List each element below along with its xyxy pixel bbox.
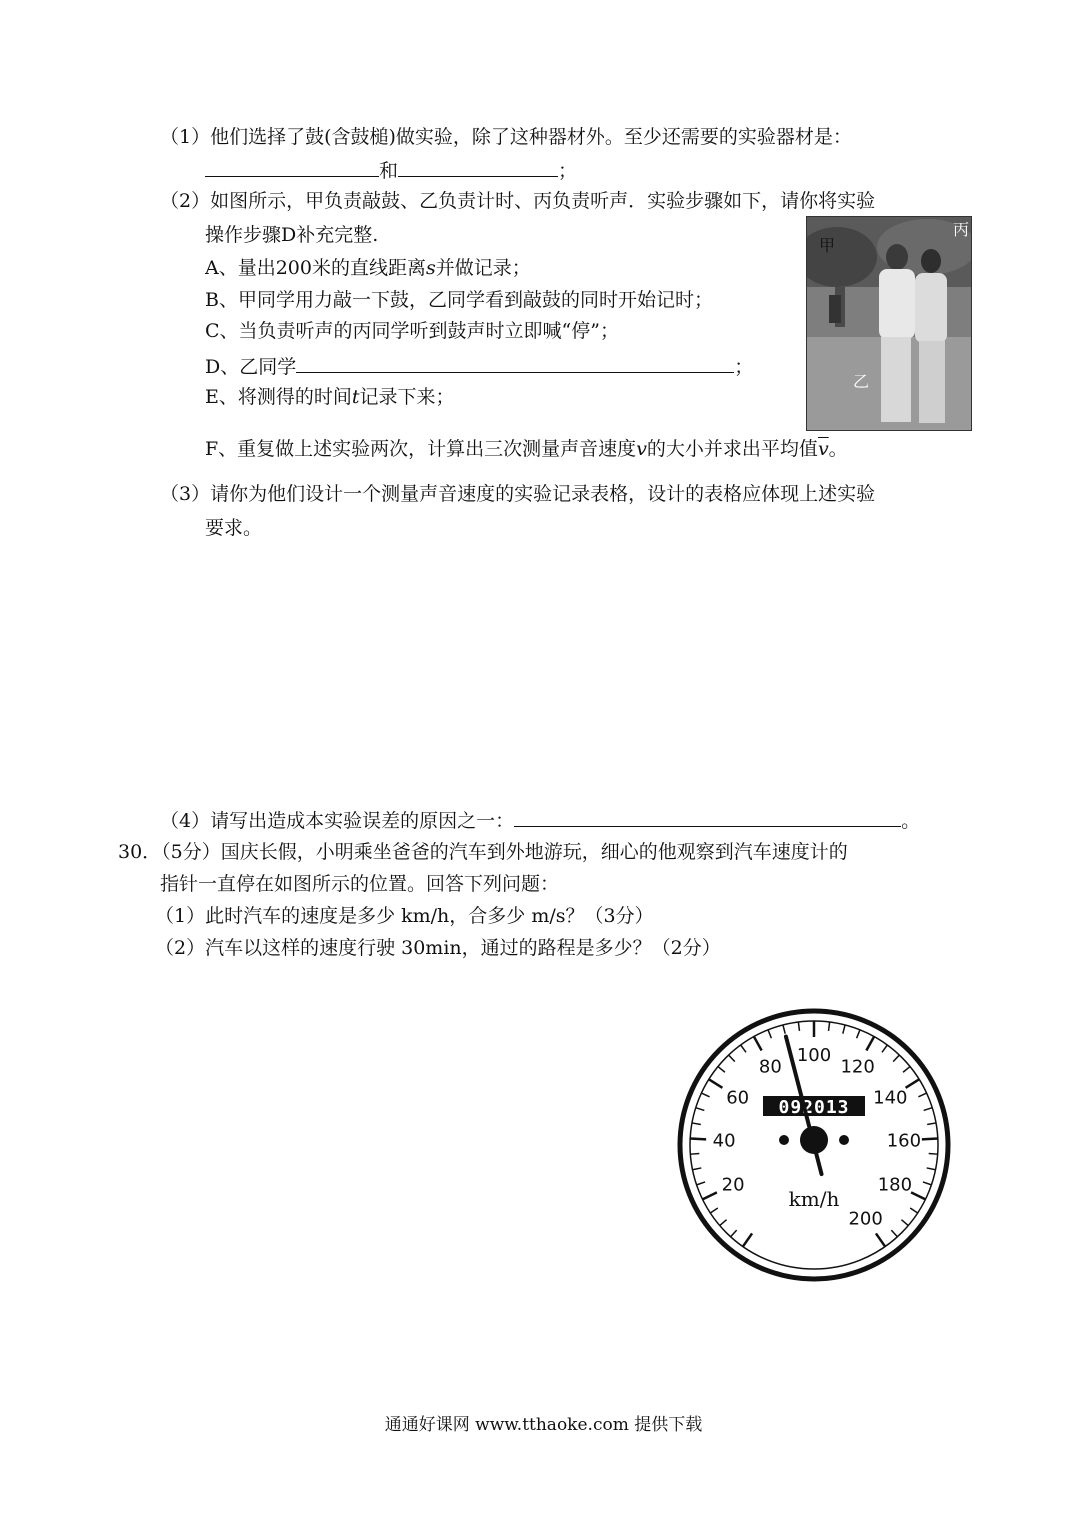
answer-blank-2[interactable] bbox=[398, 156, 558, 177]
step-a-var: s bbox=[426, 257, 436, 279]
speedometer-tick bbox=[922, 1139, 938, 1140]
photo-label-yi: 乙 bbox=[853, 372, 870, 391]
step-f-pre: F、重复做上述实验两次，计算出三次测量声音速度 bbox=[205, 438, 637, 460]
page-footer: 通通好课网 www.tthaoke.com 提供下载 bbox=[384, 1415, 703, 1435]
photo-label-jia: 甲 bbox=[819, 236, 836, 255]
q29-part1-end: ； bbox=[558, 160, 578, 182]
step-f-end: 。 bbox=[828, 438, 848, 460]
speedometer-label: 120 bbox=[840, 1056, 875, 1078]
speedometer-label: 80 bbox=[758, 1056, 782, 1078]
step-f-var: v bbox=[636, 438, 647, 460]
speedometer-tick bbox=[690, 1139, 706, 1140]
gauge-dot-left bbox=[779, 1135, 789, 1145]
q29-part3-line2: 要求。 bbox=[205, 517, 263, 539]
speedometer-label: 40 bbox=[712, 1130, 736, 1152]
step-c: C、当负责听声的丙同学听到鼓声时立即喊“停”； bbox=[205, 320, 619, 342]
step-e bbox=[205, 384, 455, 410]
q29-part2-line2: 操作步骤D补充完整. bbox=[205, 224, 379, 246]
step-b: B、甲同学用力敲一下鼓，乙同学看到敲鼓的同时开始记时； bbox=[205, 289, 713, 311]
q29-part1-line1: （1）他们选择了鼓(含鼓槌)做实验，除了这种器材外。至少还需要的实验器材是： bbox=[160, 126, 852, 148]
speedometer-label: 140 bbox=[873, 1087, 908, 1109]
step-e-pre: E、将测得的时间 bbox=[205, 386, 352, 408]
q29-part1-line2 bbox=[205, 156, 577, 184]
speedometer-label: 20 bbox=[721, 1174, 745, 1196]
needle-hub bbox=[800, 1126, 828, 1154]
speedometer-label: 180 bbox=[877, 1174, 913, 1196]
q29-part4 bbox=[160, 806, 920, 834]
step-d bbox=[205, 352, 753, 380]
q30-line1: 30．（5分）国庆长假，小明乘坐爸爸的汽车到外地游玩，细心的他观察到汽车速度计的 bbox=[118, 841, 848, 863]
q29-part1-and: 和 bbox=[379, 160, 399, 182]
q29-part4-pre: （4）请写出造成本实验误差的原因之一： bbox=[160, 810, 515, 832]
speedometer-label: 60 bbox=[726, 1087, 750, 1109]
q30-sub2: （2）汽车以这样的速度行驶 30min，通过的路程是多少？（2分） bbox=[155, 937, 721, 959]
step-d-answer-blank[interactable] bbox=[296, 352, 734, 373]
speedometer-label: 100 bbox=[796, 1045, 832, 1066]
speed-unit: km/h bbox=[788, 1187, 840, 1211]
q30-sub1: （1）此时汽车的速度是多少 km/h，合多少 m/s？（3分） bbox=[155, 905, 654, 927]
speedometer-tick bbox=[929, 1154, 938, 1155]
step-f-mid: 的大小并求出平均值 bbox=[646, 438, 818, 460]
odometer-reading: 092013 bbox=[778, 1097, 850, 1118]
step-a-pre: A、量出200米的直线距离 bbox=[205, 257, 426, 279]
answer-blank-1[interactable] bbox=[205, 156, 379, 177]
step-f bbox=[205, 436, 848, 462]
speedometer-label: 200 bbox=[848, 1208, 883, 1230]
step-e-var: t bbox=[351, 386, 360, 408]
q30-line2: 指针一直停在如图所示的位置。回答下列问题： bbox=[160, 873, 560, 895]
step-a bbox=[205, 255, 531, 281]
photo-label-bing: 丙 bbox=[953, 220, 970, 239]
q29-part3-line1: （3）请你为他们设计一个测量声音速度的实验记录表格，设计的表格应体现上述实验 bbox=[160, 483, 876, 505]
speedometer bbox=[675, 1006, 953, 1284]
step-d-end: ； bbox=[734, 356, 754, 378]
step-e-post: 记录下来； bbox=[359, 386, 455, 408]
gauge-dot-right bbox=[839, 1135, 849, 1145]
speedometer-label: 160 bbox=[886, 1130, 922, 1152]
speedometer-tick bbox=[690, 1154, 699, 1155]
q29-part2-line1: （2）如图所示，甲负责敲鼓、乙负责计时、丙负责听声．实验步骤如下，请你将实验 bbox=[160, 190, 876, 212]
error-reason-blank[interactable] bbox=[514, 806, 901, 827]
q29-part4-end: 。 bbox=[901, 810, 921, 832]
step-f-var-average: $\overline{v}$ bbox=[817, 438, 829, 460]
experiment-photo bbox=[806, 216, 972, 431]
step-a-post: 并做记录； bbox=[435, 257, 531, 279]
step-d-pre: D、乙同学 bbox=[205, 356, 297, 378]
